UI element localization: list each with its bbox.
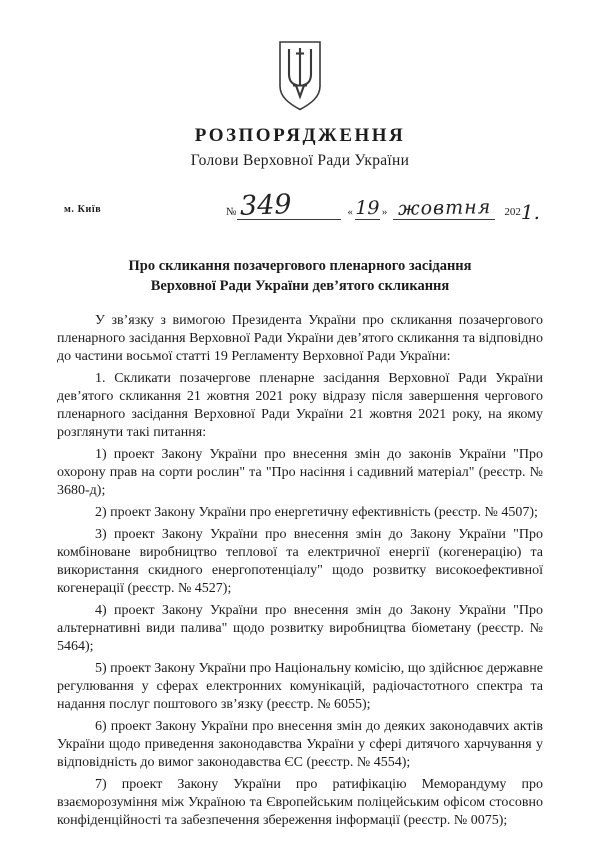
body-paragraph-item-7: 7) проект Закону України про ратифікацію Меморандуму про взаєморозуміння між Україною та Європейським поліцейським офісом стосовно конфіденційності та забезпечення збереження інформації (реєстр. № 0075);	[57, 777, 543, 828]
document-type-heading: РОЗПОРЯДЖЕННЯ	[194, 125, 406, 146]
body-paragraph-item-3: 3) проект Закону України про внесення змін до Закону України "Про комбіноване виробництво теплової та електричної енергії (когенерацію) та використання скидного енергопотенціалу" щодо розвитку високоефективної когенерації (реєстр. № 4527);	[57, 527, 543, 596]
handwritten-month: жовтня	[397, 196, 492, 220]
day-blank-line	[355, 197, 380, 220]
body-paragraph-item-4: 4) проект Закону України про внесення змін до Закону України "Про альтернативні види палива" щодо розвитку виробництва біометану (реєстр. № 5464);	[57, 603, 543, 654]
body-paragraph-item-6: 6) проект Закону України про внесення змін до деяких законодавчих актів України щодо приведення законодавства України у сфері дитячого харчування у відповідність до вимог законодавства ЄС (реєстр. № 4554);	[57, 719, 543, 770]
issuer-line: Голови Верховної Ради України	[190, 152, 410, 169]
year-printed: 202	[504, 206, 521, 218]
place-label: м. Київ	[64, 204, 102, 215]
handwritten-year-digit: 1.	[520, 200, 540, 224]
body-paragraph-item-1: 1) проект Закону України про внесення змін до законів України "Про охорону прав на сорти рослин" та "Про насіння і садивний матеріал" (реєстр. № 3680-д);	[57, 447, 543, 498]
body-paragraph-preamble: У зв’язку з вимогою Президента України про скликання позачергового пленарного засідання Верховної Ради України дев’ятого скликання та відповідно до частини восьмої статті 19 Регламенту Верховної Ради України:	[57, 313, 543, 364]
body-paragraph-point-1: 1. Скликати позачергове пленарне засідання Верховної Ради України дев’ятого скликання 21 жовтня 2021 року відразу після завершення чергового пленарного засідання Верховної Ради України 21 жовтня 2021 року, на якому розглянути такі питання:	[57, 371, 543, 440]
body-paragraph-item-5: 5) проект Закону України про Національну комісію, що здійснює державне регулювання у сферах електронних комунікацій, радіочастотного спектра та надання послуг поштового зв’язку (реєстр. № 6055);	[57, 661, 543, 712]
number-blank-line	[237, 189, 341, 222]
document-body	[57, 312, 543, 830]
month-blank-line	[393, 196, 495, 220]
number-sign: №	[225, 206, 237, 218]
close-quote: »	[381, 206, 388, 218]
ukraine-trident-emblem-icon	[271, 40, 329, 112]
document-title-line1: Про скликання позачергового пленарного засідання	[128, 258, 472, 274]
body-paragraph-item-2: 2) проект Закону України про енергетичну ефективність (реєстр. № 4507);	[95, 505, 538, 520]
meta-row	[64, 189, 540, 224]
number-and-date	[225, 189, 540, 224]
open-quote: «	[347, 206, 353, 218]
handwritten-number: 349	[239, 189, 293, 222]
document-title-line2: Верховної Ради України дев’ятого скликання	[150, 277, 450, 294]
document-title	[0, 257, 600, 296]
handwritten-day: 19	[355, 197, 380, 219]
